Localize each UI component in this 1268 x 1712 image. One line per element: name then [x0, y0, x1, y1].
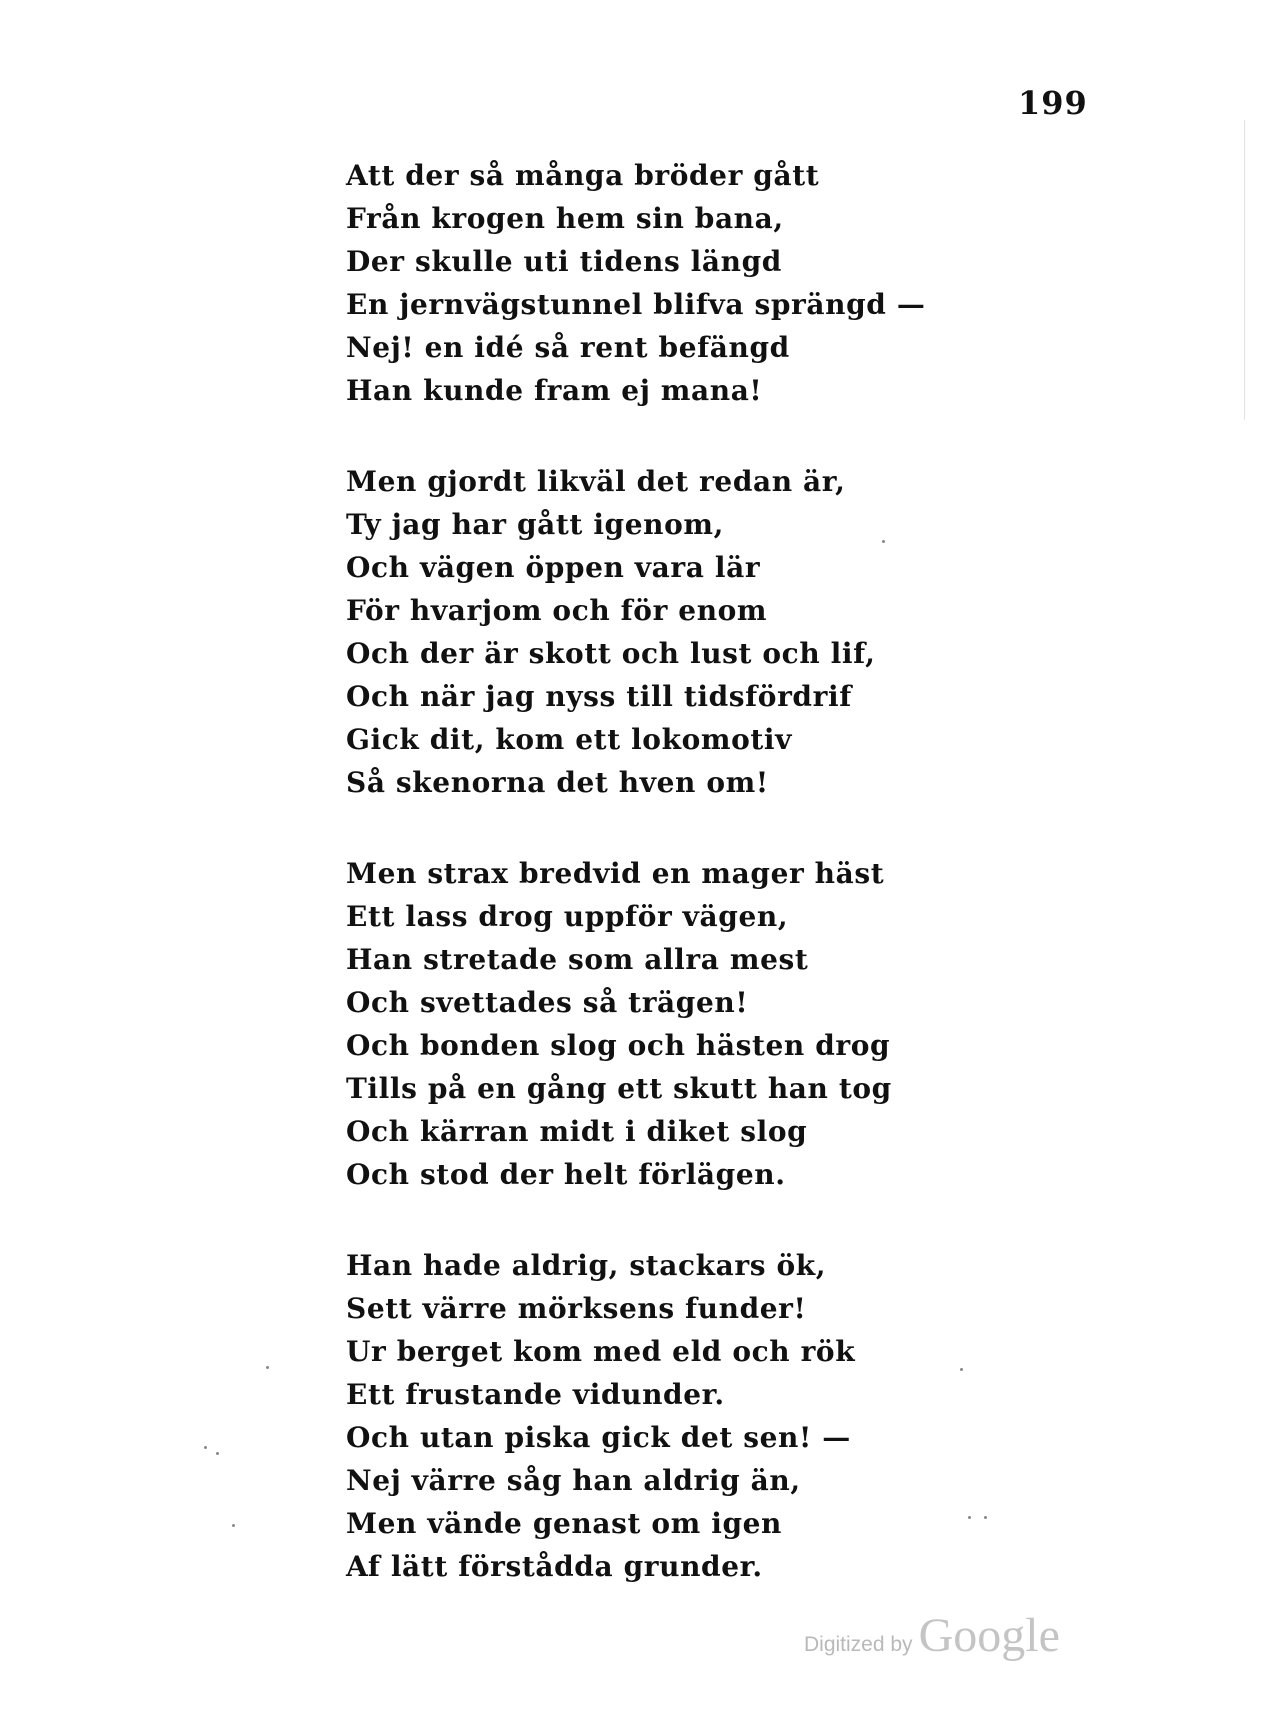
scan-speck [232, 1524, 235, 1527]
poem-line: Och utan piska gick det sen! — [346, 1421, 851, 1454]
scan-speck [882, 540, 885, 543]
poem-line: Men vände genast om igen [346, 1507, 782, 1540]
poem-line: Och bonden slog och hästen drog [346, 1029, 891, 1062]
poem-line: Der skulle uti tidens längd [346, 245, 782, 278]
scan-speck [266, 1366, 269, 1369]
poem-line: Han stretade som allra mest [346, 943, 809, 976]
poem-line: Ty jag har gått igenom, [346, 508, 724, 541]
poem-line: Att der så många bröder gått [346, 159, 820, 192]
stanza [346, 460, 906, 804]
poem-line: Gick dit, kom ett lokomotiv [346, 723, 793, 756]
poem-line: Och kärran midt i diket slog [346, 1115, 808, 1148]
stanza [346, 852, 906, 1196]
watermark-prefix: Digitized by [804, 1633, 913, 1656]
scan-speck [968, 1516, 971, 1519]
poem-line: Ett frustande vidunder. [346, 1378, 725, 1411]
stanza [346, 1244, 906, 1588]
scan-speck [984, 1516, 987, 1519]
scan-speck [216, 1452, 219, 1455]
poem-line: Han kunde fram ej mana! [346, 374, 763, 407]
poem-line: Ur berget kom med eld och rök [346, 1335, 856, 1368]
poem [346, 154, 926, 1588]
page-number: 199 [1018, 84, 1088, 122]
google-logo: Google [918, 1609, 1060, 1662]
poem-line: Och vägen öppen vara lär [346, 551, 761, 584]
poem-line: Tills på en gång ett skutt han tog [346, 1072, 892, 1105]
page-edge-shadow [1244, 120, 1245, 420]
poem-line: Sett värre mörksens funder! [346, 1292, 807, 1325]
poem-line: Så skenorna det hven om! [346, 766, 769, 799]
scan-speck [960, 1368, 963, 1371]
poem-line: Men strax bredvid en mager häst [346, 857, 885, 890]
poem-line: Och när jag nyss till tidsfördrif [346, 680, 852, 713]
poem-line: Af lätt förstådda grunder. [346, 1550, 763, 1583]
digitized-by-google-watermark [804, 1608, 1060, 1663]
poem-line: Nej värre såg han aldrig än, [346, 1464, 801, 1497]
scan-speck [204, 1446, 207, 1449]
poem-line: Han hade aldrig, stackars ök, [346, 1249, 827, 1282]
poem-line: Men gjordt likväl det redan är, [346, 465, 846, 498]
poem-line: Och der är skott och lust och lif, [346, 637, 876, 670]
poem-line: Ett lass drog uppför vägen, [346, 900, 789, 933]
poem-line: Från krogen hem sin bana, [346, 202, 784, 235]
poem-line: En jernvägstunnel blifva sprängd — [346, 288, 926, 321]
poem-line: För hvarjom och för enom [346, 594, 768, 627]
poem-line: Och svettades så trägen! [346, 986, 749, 1019]
stanza [346, 154, 926, 412]
poem-line: Och stod der helt förlägen. [346, 1158, 786, 1191]
poem-line: Nej! en idé så rent befängd [346, 331, 790, 364]
